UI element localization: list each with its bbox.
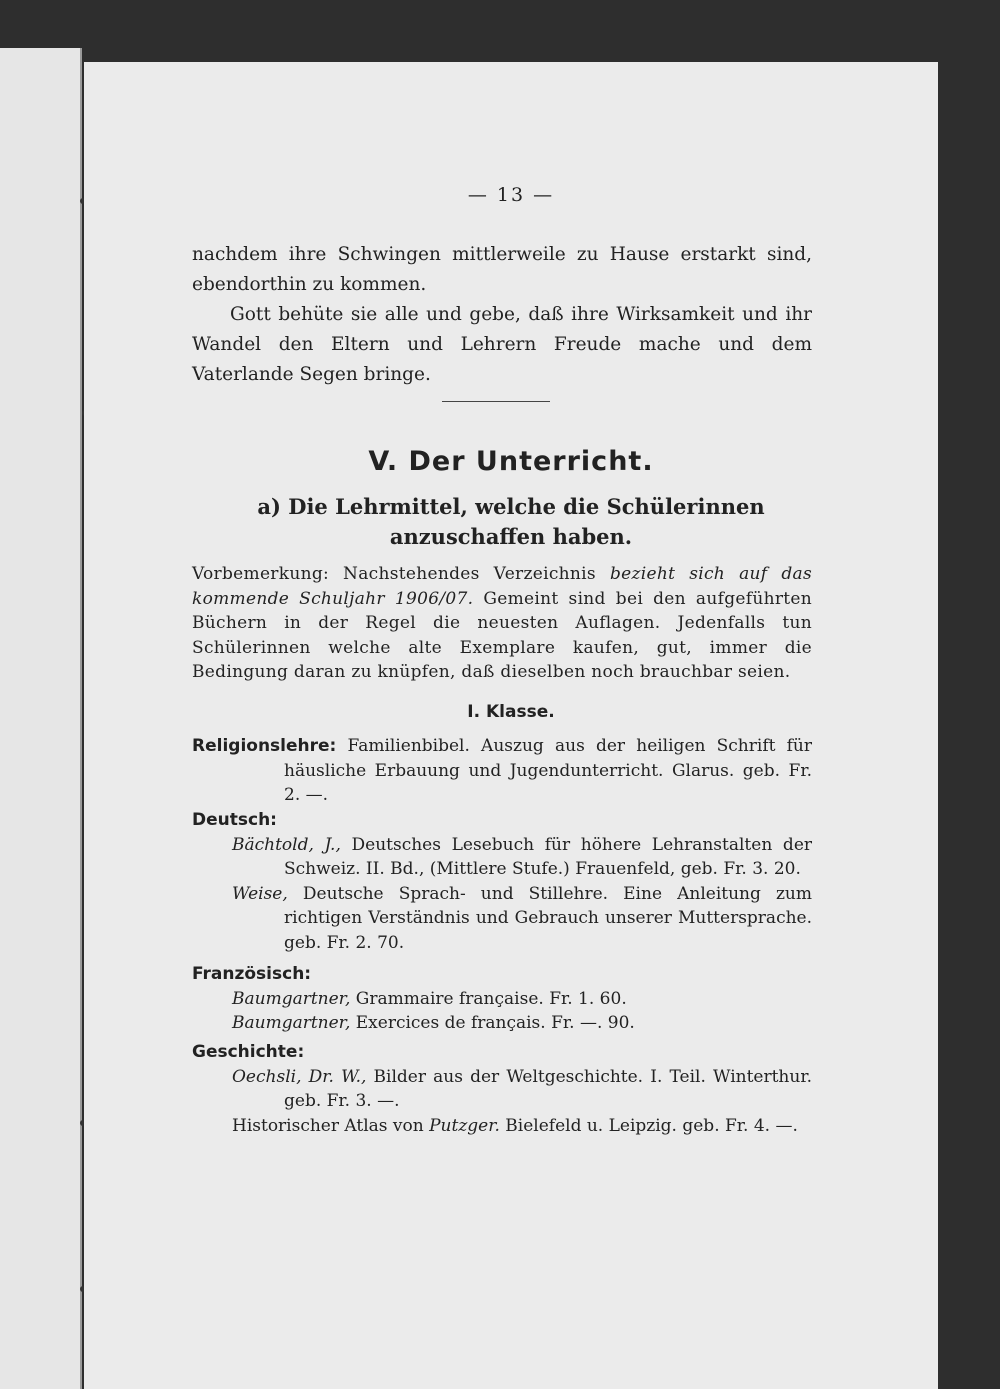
subtitle-line: anzuschaffen haben. [389,524,633,549]
list-item [192,1011,812,1036]
item-text: Grammaire française. Fr. 1. 60. [350,988,627,1009]
geschichte-block [192,1040,812,1138]
note-lead: Vorbemerkung: Nachstehendes Verzeichnis [192,564,610,584]
list-item [192,882,812,956]
subtitle-line: a) Die Lehrmittel, welche die Schülerinnen [257,494,765,519]
franz-block [192,962,812,1036]
item-text: Familienbibel. Auszug aus der heiligen Schrift für häusliche Erbauung und Jugendunterricht. Glarus. geb. Fr. 2. —. [284,736,813,805]
list-item [192,734,812,808]
subject-label: Französisch: [192,964,312,984]
previous-page-edge [0,48,82,1389]
subject-label: Deutsch: [192,810,277,830]
subject-label: Religionslehre: [192,736,337,756]
item-text: Bielefeld u. Leipzig. geb. Fr. 4. —. [499,1115,798,1136]
class-heading: I. Klasse. [467,702,555,722]
author: Oechsli, Dr. W., [232,1066,367,1087]
list-item [192,1065,812,1114]
note-rest: Gemeint sind bei den aufgeführten Büchern in der Regel die neuesten Auflagen. Jedenfalls tun Schülerinnen welche alte Exemplare kaufen, gut, immer die Bedingung daran zu knüpfen, daß dieselben noch brauchbar seien. [192,588,812,682]
preliminary-note [192,562,812,685]
section-subtitle [84,492,938,552]
section-divider [442,401,550,402]
author: Putzger. [429,1115,500,1136]
author: Bächtold, J., [232,834,341,855]
author: Baumgartner, [232,1013,351,1033]
page-number: — 13 — [467,184,555,206]
author: Baumgartner, [232,988,351,1009]
item-text: Historischer Atlas von [232,1115,430,1136]
item-text: Deutsche Sprach- und Stillehre. Eine Anleitung zum richtigen Verständnis und Gebrauch unserer Muttersprache. geb. Fr. 2. 70. [284,883,812,953]
section-title: V. Der Unterricht. [368,446,654,477]
item-text: Bilder aus der Weltgeschichte. I. Teil. Winterthur. geb. Fr. 3. —. [284,1066,812,1111]
note-italic: bezieht sich auf das kommende Schuljahr 1906/07. [192,564,812,609]
subject-label: Geschichte: [192,1042,305,1062]
book-page [84,62,938,1389]
list-item [192,833,812,882]
list-item [192,1114,812,1139]
author: Weise, [232,883,288,904]
intro-text [192,240,812,390]
deutsch-block [192,808,812,955]
intro-paragraph: Gott behüte sie alle und gebe, daß ihre Wirksamkeit und ihr Wandel den Eltern und Lehrern Freude mache und dem Vaterlande Segen bringe. [192,304,812,385]
item-text: Exercices de français. Fr. —. 90. [350,1013,635,1033]
list-item [192,987,812,1012]
item-text: Deutsches Lesebuch für höhere Lehranstalten der Schweiz. II. Bd., (Mittlere Stufe.) Frauenfeld, geb. Fr. 3. 20. [284,834,813,879]
religion-block [192,734,812,808]
intro-paragraph: nachdem ihre Schwingen mittlerweile zu Hause erstarkt sind, ebendorthin zu kommen. [192,244,812,295]
